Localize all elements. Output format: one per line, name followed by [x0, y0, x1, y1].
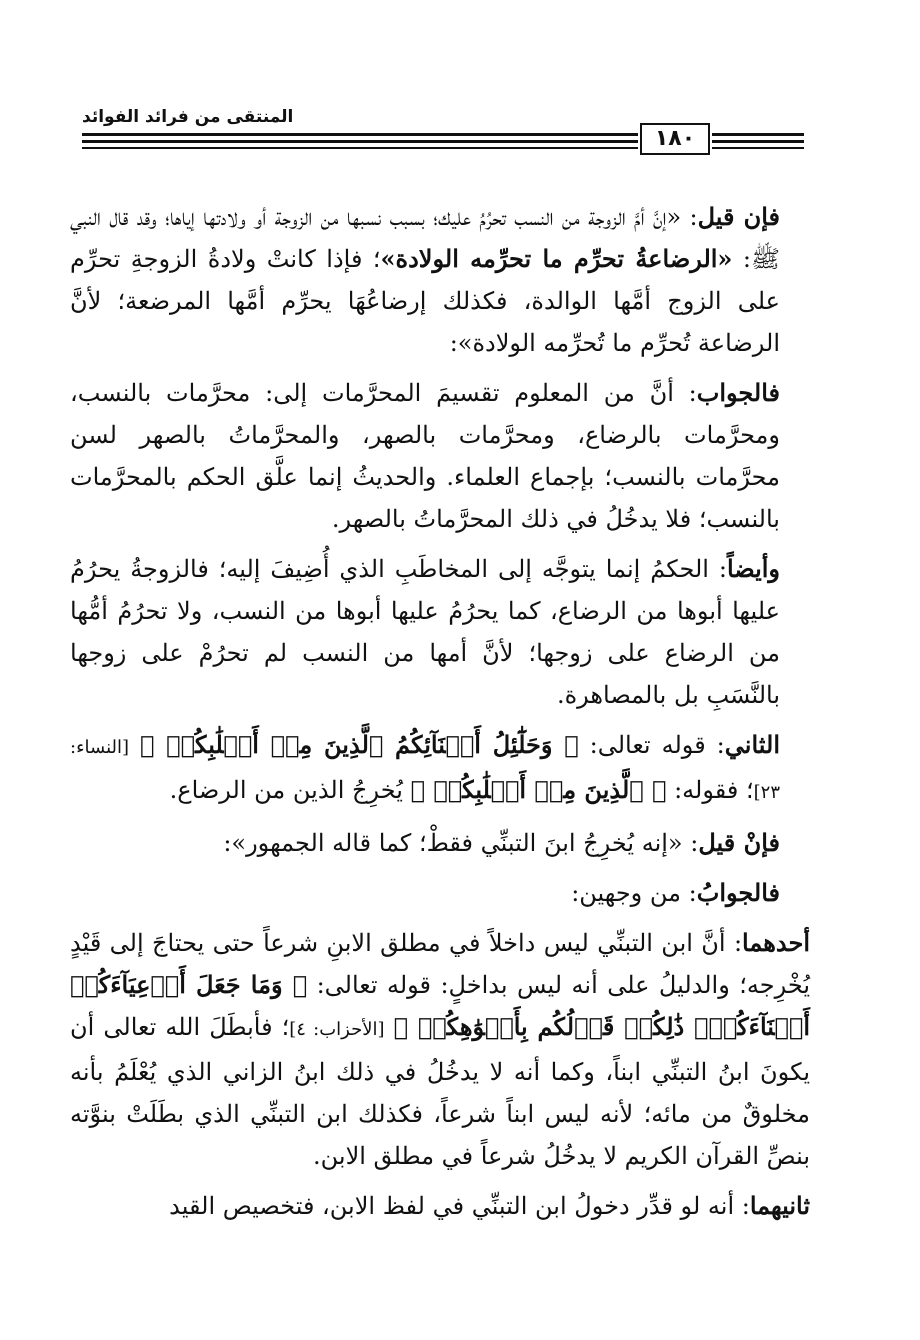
- paragraph-lead: فالجوابُ: [696, 878, 780, 907]
- running-title: المنتقى من فرائد الفوائد: [82, 107, 294, 127]
- verse-reference: [النساء: ٢٣]: [70, 737, 780, 803]
- paragraph-text: : أنَّ من المعلوم تقسيمَ المحرَّمات إلى: محرَّمات بالنسب، ومحرَّمات بالرضاع، ومحرَّمات بالصهر، والمحرَّماتُ بالصهر لسن محرَّمات بالنسب؛ بإجماع العلماء. والحديثُ إنما علَّق الحكم بالمحرَّمات بالنسب؛ فلا يدخُلُ في ذلك المحرَّماتُ بالصهر.: [70, 379, 780, 533]
- paragraph-text: : الحكمُ إنما يتوجَّه إلى المخاطَبِ الذي أُضِيفَ إليه؛ فالزوجةُ يحرُمُ عليها أبوها من الرضاع، كما يحرُمُ عليها أبوها من النسب، ولا تحرُمُ أمُّها من الرضاع على زوجها؛ لأنَّ أمها من النسب لم تحرُمْ على زوجها بالنَّسَبِ بل بالمصاهرة.: [70, 555, 780, 709]
- paragraph-lead: فالجواب: [696, 378, 780, 407]
- paragraph-also: [70, 548, 810, 716]
- paragraph-lead: أحدهما: [742, 928, 810, 957]
- paragraph-lead: الثاني: [724, 730, 780, 759]
- paragraph-objection-2: [70, 822, 810, 864]
- paragraph-lead: فإنْ قيل: [698, 828, 780, 857]
- header-rule: [82, 140, 638, 143]
- header-rule: [712, 147, 804, 149]
- paragraph-text: يُخرِجُ الذين من الرضاع.: [169, 776, 411, 804]
- header-rule: [712, 140, 804, 143]
- paragraph-text: : «إنه يُخرِجُ ابنَ التبنِّي فقطْ؛ كما قاله الجمهور»:: [223, 829, 699, 857]
- verse-reference: [الأحزاب: ٤]: [289, 1019, 385, 1040]
- paragraph-lead: ثانيهما: [749, 1191, 810, 1220]
- paragraph-text: ؛ فإذا كانتْ ولادةُ الزوجةِ تحرِّم على الزوج أمَّها الوالدة، فكذلك إرضاعُهَا يحرِّم أمَّها المرضعة؛ لأنَّ الرضاعة تُحرِّم ما تُحرِّمه الولادة»:: [70, 245, 780, 357]
- paragraph-text: ؛ فقوله:: [666, 776, 754, 804]
- paragraph-lead: وأيضاً: [726, 554, 780, 583]
- paragraph-objection-1: [70, 196, 810, 364]
- paragraph-second-aspect: [70, 1185, 810, 1227]
- header-rule: [82, 133, 638, 136]
- page-number: ١٨٠: [640, 123, 710, 155]
- quran-verse: ﴿ وَحَلَٰٓئِلُ أَبۡنَآئِكُمُ ٱلَّذِينَ مِنۡ أَصۡلَٰبِكُمۡ ﴾: [140, 730, 579, 759]
- paragraph-text: : من وجهين:: [571, 879, 697, 907]
- body-text: [70, 196, 810, 1235]
- paragraph-text: : أنَّ ابن التبنِّي ليس داخلاً في مطلق الابنِ شرعاً حتى يحتاجَ إلى قَيْدٍ يُخْرِجه؛ والدليلُ على أنه ليس بداخلٍ: قوله تعالى:: [70, 929, 810, 999]
- paragraph-text: : أنه لو قدِّر دخولُ ابن التبنِّي في لفظ الابن، فتخصيص القيد: [169, 1192, 750, 1220]
- paragraph-text: : «إنَّ أمَّ الزوجة من النسب تحرُمُ عليك؛ بسبب نسبها من الزوجة أو ولادتها إياها؛ وقد قال النبي ﷺ:: [70, 203, 780, 273]
- quran-verse: ﴿ ٱلَّذِينَ مِنۡ أَصۡلَٰبِكُمۡ ﴾: [410, 775, 667, 804]
- hadith-quote: «الرضاعةُ تحرِّم ما تحرِّمه الولادة»: [380, 244, 733, 273]
- paragraph-answer-2: [70, 872, 810, 914]
- paragraph-first-aspect: [70, 922, 810, 1177]
- paragraph-lead: فإن قيل: [697, 202, 780, 231]
- paragraph-answer-1: [70, 372, 810, 540]
- header-rule: [82, 147, 638, 149]
- paragraph-second: [70, 724, 810, 814]
- quran-verse: ﴿ وَمَا جَعَلَ أَدۡعِيَآءَكُمۡ أَبۡنَآءَكُمۡۚ ذَٰلِكُمۡ قَوۡلُكُم بِأَفۡوَٰهِكُمۡ ﴾: [70, 970, 810, 1041]
- header-rule: [712, 133, 804, 136]
- paragraph-text: : قوله تعالى:: [578, 731, 725, 759]
- paragraph-text: ؛ فأبطَلَ الله تعالى أن يكونَ ابنُ التبنِّي ابناً، وكما أنه لا يدخُلُ في ذلك ابنُ الزاني الذي يُعْلَمُ بأنه مخلوقٌ من مائه؛ لأنه ليس ابناً شرعاً، فكذلك ابن التبنِّي الذي بطَلَتْ بنوَّته بنصِّ القرآن الكريم لا يدخُلُ شرعاً في مطلق الابن.: [70, 1013, 810, 1170]
